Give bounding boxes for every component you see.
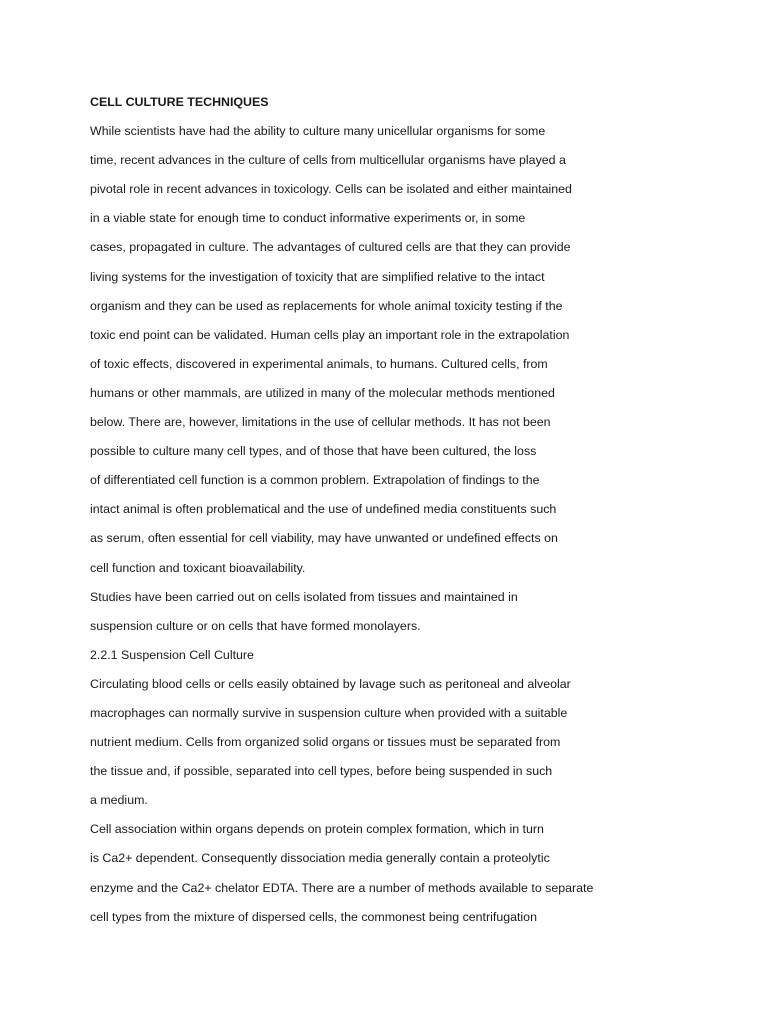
text-line: is Ca2+ dependent. Consequently dissociation media generally contain a proteolytic bbox=[90, 851, 550, 866]
text-line: time, recent advances in the culture of cells from multicellular organisms have played a bbox=[90, 153, 566, 168]
text-line: the tissue and, if possible, separated into cell types, before being suspended in such bbox=[90, 764, 553, 779]
text-line: Studies have been carried out on cells isolated from tissues and maintained in bbox=[90, 589, 518, 604]
document-title: CELL CULTURE TECHNIQUES bbox=[90, 95, 269, 109]
document-body bbox=[90, 88, 690, 932]
text-line: Cell association within organs depends on protein complex formation, which in turn bbox=[90, 822, 544, 837]
text-line: nutrient medium. Cells from organized solid organs or tissues must be separated from bbox=[90, 735, 561, 750]
text-line: below. There are, however, limitations in the use of cellular methods. It has not been bbox=[90, 415, 551, 430]
text-line: humans or other mammals, are utilized in many of the molecular methods mentioned bbox=[90, 385, 555, 400]
text-line: as serum, often essential for cell viability, may have unwanted or undefined effects on bbox=[90, 531, 558, 546]
text-line: organism and they can be used as replacements for whole animal toxicity testing if the bbox=[90, 298, 563, 313]
text-line: a medium. bbox=[90, 793, 148, 808]
text-line: in a viable state for enough time to conduct informative experiments or, in some bbox=[90, 211, 526, 226]
text-line: intact animal is often problematical and the use of undefined media constituents such bbox=[90, 502, 557, 517]
text-line: toxic end point can be validated. Human cells play an important role in the extrapolation bbox=[90, 327, 570, 342]
text-line: suspension culture or on cells that have formed monolayers. bbox=[90, 618, 421, 633]
text-line: of toxic effects, discovered in experimental animals, to humans. Cultured cells, from bbox=[90, 356, 548, 371]
text-line: cell types from the mixture of dispersed cells, the commonest being centrifugation bbox=[90, 909, 537, 924]
section-heading: 2.2.1 Suspension Cell Culture bbox=[90, 647, 254, 662]
text-line: While scientists have had the ability to culture many unicellular organisms for some bbox=[90, 124, 546, 139]
text-line: macrophages can normally survive in suspension culture when provided with a suitable bbox=[90, 705, 568, 720]
text-line: enzyme and the Ca2+ chelator EDTA. There are a number of methods available to separate bbox=[90, 880, 594, 895]
text-line: pivotal role in recent advances in toxicology. Cells can be isolated and either maintained bbox=[90, 182, 572, 197]
text-line: Circulating blood cells or cells easily obtained by lavage such as peritoneal and alveolar bbox=[90, 676, 571, 691]
text-line: cases, propagated in culture. The advantages of cultured cells are that they can provide bbox=[90, 240, 571, 255]
text-line: of differentiated cell function is a common problem. Extrapolation of findings to the bbox=[90, 473, 540, 488]
text-line: living systems for the investigation of toxicity that are simplified relative to the intact bbox=[90, 269, 545, 284]
text-line: cell function and toxicant bioavailability. bbox=[90, 560, 306, 575]
text-line: possible to culture many cell types, and of those that have been cultured, the loss bbox=[90, 444, 537, 459]
